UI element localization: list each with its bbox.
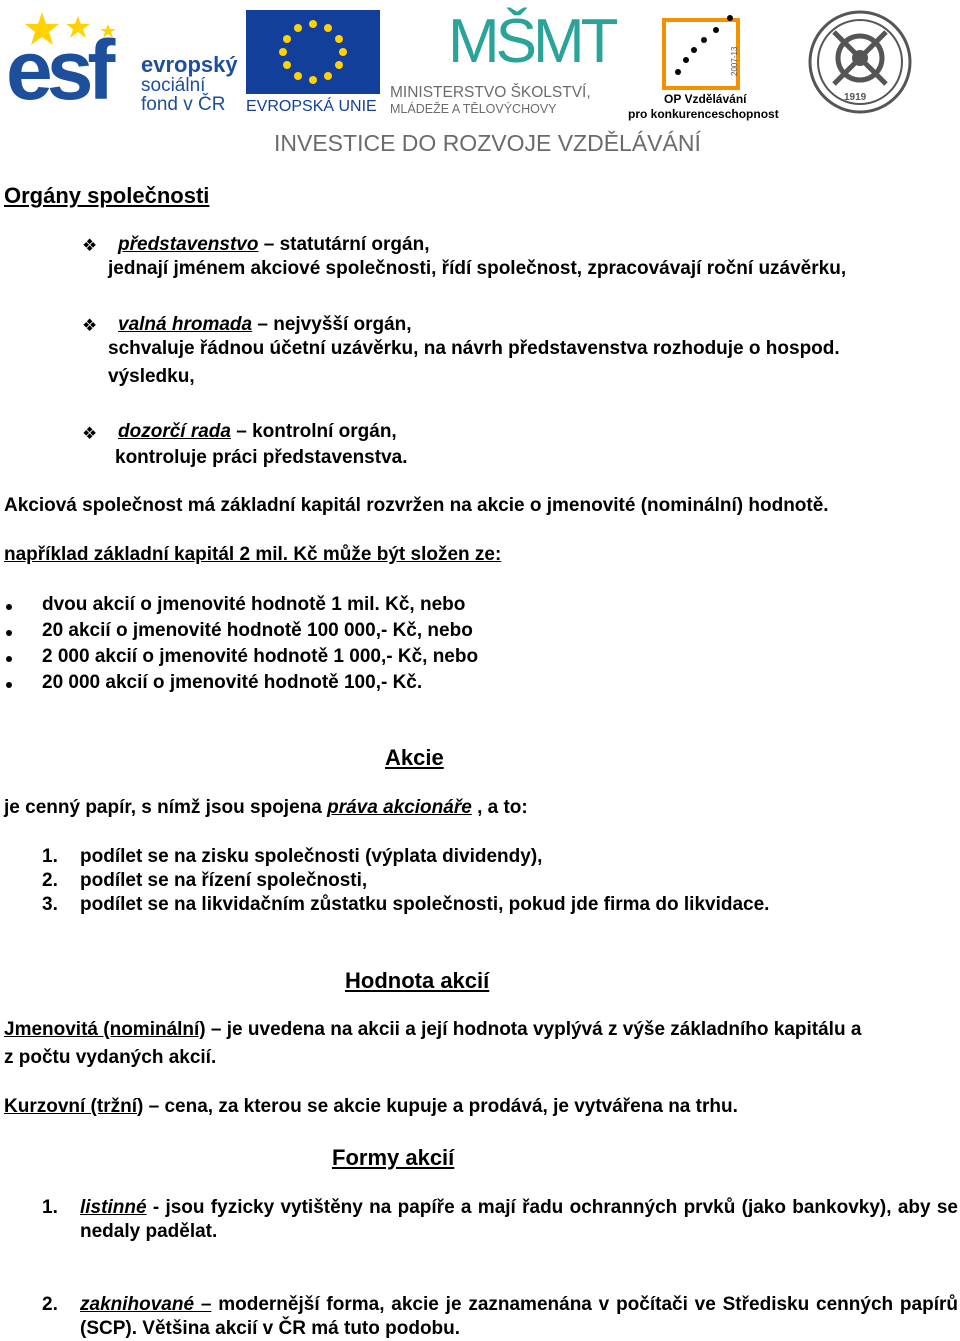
organ-role: – statutární orgán, bbox=[258, 234, 430, 255]
organ-item-3-head bbox=[118, 421, 397, 443]
msmt-logo bbox=[390, 6, 620, 116]
esf-line1: evropský bbox=[141, 52, 238, 77]
organ-item-2-desc-cont: výsledku, bbox=[108, 366, 195, 387]
diamond-bullet-icon: ❖ bbox=[82, 236, 98, 255]
esf-big-text: esf bbox=[6, 23, 110, 117]
bullet-dot-icon bbox=[6, 630, 12, 636]
akcie-intro-link: práva akcionáře bbox=[327, 797, 472, 818]
kurzovni-term: Kurzovní (tržní bbox=[4, 1096, 137, 1117]
op-years: 2007-13 bbox=[730, 46, 739, 76]
organ-term: valná hromada bbox=[118, 314, 253, 335]
list-item: podílet se na likvidačním zůstatku společnosti, pokud jde firma do likvidace. bbox=[80, 894, 770, 915]
op-line1: OP Vzdělávání bbox=[664, 92, 747, 106]
msmt-line1: MINISTERSTVO ŠKOLSTVÍ, bbox=[390, 84, 591, 101]
organ-item-1-head bbox=[118, 234, 429, 256]
list-item-num: 1. bbox=[42, 1197, 58, 1218]
list-item: 2 000 akcií o jmenovité hodnotě 1 000,- Kč, nebo bbox=[42, 646, 479, 667]
esf-logo bbox=[6, 8, 236, 118]
hodnota-heading: Hodnota akcií bbox=[345, 968, 490, 993]
seal-year: 1919 bbox=[844, 92, 867, 103]
organ-item-2-head bbox=[118, 314, 412, 336]
list-item-num: 2. bbox=[42, 1294, 58, 1315]
formy-heading: Formy akcií bbox=[332, 1145, 455, 1170]
jmenovita-desc: – je uvedena na akcii a její hodnota vyplývá z výše základního kapitálu a bbox=[205, 1019, 862, 1040]
list-item: dvou akcií o jmenovité hodnotě 1 mil. Kč, nebo bbox=[42, 594, 466, 615]
esf-line3: fond v ČR bbox=[141, 94, 226, 115]
organy-heading: Orgány společnosti bbox=[4, 183, 210, 208]
forma-item-2 bbox=[80, 1293, 958, 1341]
kurzovni-desc: ) – cena, za kterou se akcie kupuje a prodává, je vytvářena na trhu. bbox=[137, 1096, 738, 1117]
investice-banner: INVESTICE DO ROZVOJE VZDĚLÁVÁNÍ bbox=[274, 130, 701, 156]
organ-term: dozorčí rada bbox=[118, 421, 231, 442]
organ-item-2-desc: schvaluje řádnou účetní uzávěrku, na návrh představenstva rozhoduje o hospod. bbox=[108, 338, 840, 359]
jmenovita-term: Jmenovitá (nominální) bbox=[4, 1019, 206, 1040]
eu-label: EVROPSKÁ UNIE bbox=[246, 98, 377, 115]
forma-term: listinné bbox=[80, 1197, 147, 1218]
list-item: 20 000 akcií o jmenovité hodnotě 100,- Kč. bbox=[42, 672, 423, 693]
kapital-text: Akciová společnost má základní kapitál rozvržen na akcie o jmenovité (nominální) hodnotě. bbox=[4, 495, 829, 516]
hodnota-jmenovita-cont: z počtu vydaných akcií. bbox=[4, 1047, 217, 1068]
msmt-line2: MLÁDEŽE A TĚLOVÝCHOVY bbox=[390, 102, 557, 116]
bullet-dot-icon bbox=[6, 604, 12, 610]
organ-item-1-desc: jednají jménem akciové společnosti, řídí společnost, zpracovávají roční uzávěrku, bbox=[108, 258, 847, 279]
hodnota-kurzovni bbox=[4, 1096, 738, 1118]
organ-role: – nejvyšší orgán, bbox=[252, 314, 412, 335]
diamond-bullet-icon: ❖ bbox=[82, 316, 98, 335]
op-line2: pro konkurenceschopnost bbox=[628, 107, 779, 121]
forma-term: zaknihované – bbox=[80, 1294, 212, 1315]
akcie-intro bbox=[4, 797, 528, 819]
bullet-dot-icon bbox=[6, 682, 12, 688]
eu-flag-icon bbox=[246, 10, 380, 94]
op-logo bbox=[628, 6, 780, 121]
forma-item-1 bbox=[80, 1196, 958, 1244]
list-item: podílet se na řízení společnosti, bbox=[80, 870, 368, 891]
organ-item-3-desc: kontroluje práci představenstva. bbox=[115, 447, 408, 468]
list-item-num: 2. bbox=[42, 870, 58, 891]
eu-logo bbox=[246, 10, 380, 120]
akcie-heading: Akcie bbox=[385, 745, 444, 770]
list-item-num: 3. bbox=[42, 894, 58, 915]
forma-desc: - jsou fyzicky vytištěny na papíře a mají řadu ochranných prvků (jako bankovky), aby se nedaly padělat. bbox=[80, 1197, 958, 1242]
msmt-mark: MŠMT bbox=[448, 7, 615, 76]
kapital-example: například základní kapitál 2 mil. Kč může být složen ze: bbox=[4, 544, 502, 565]
list-item-num: 1. bbox=[42, 846, 58, 867]
akcie-intro-post: , a to: bbox=[471, 797, 528, 818]
hodnota-jmenovita bbox=[4, 1019, 861, 1041]
akcie-intro-pre: je cenný papír, s nímž jsou spojena bbox=[4, 797, 328, 818]
forma-desc: modernější forma, akcie je zaznamenána v počítači ve Středisku cenných papírů (SCP). Většina akcií v ČR má tuto podobu. bbox=[80, 1294, 958, 1339]
organ-role: – kontrolní orgán, bbox=[230, 421, 397, 442]
list-item: podílet se na zisku společnosti (výplata dividendy), bbox=[80, 846, 543, 867]
organ-term: představenstvo bbox=[118, 234, 259, 255]
list-item: 20 akcií o jmenovité hodnotě 100 000,- Kč, nebo bbox=[42, 620, 473, 641]
bullet-dot-icon bbox=[6, 656, 12, 662]
diamond-bullet-icon: ❖ bbox=[82, 424, 98, 443]
seal-logo bbox=[806, 8, 914, 116]
esf-line2: sociální bbox=[141, 75, 206, 96]
